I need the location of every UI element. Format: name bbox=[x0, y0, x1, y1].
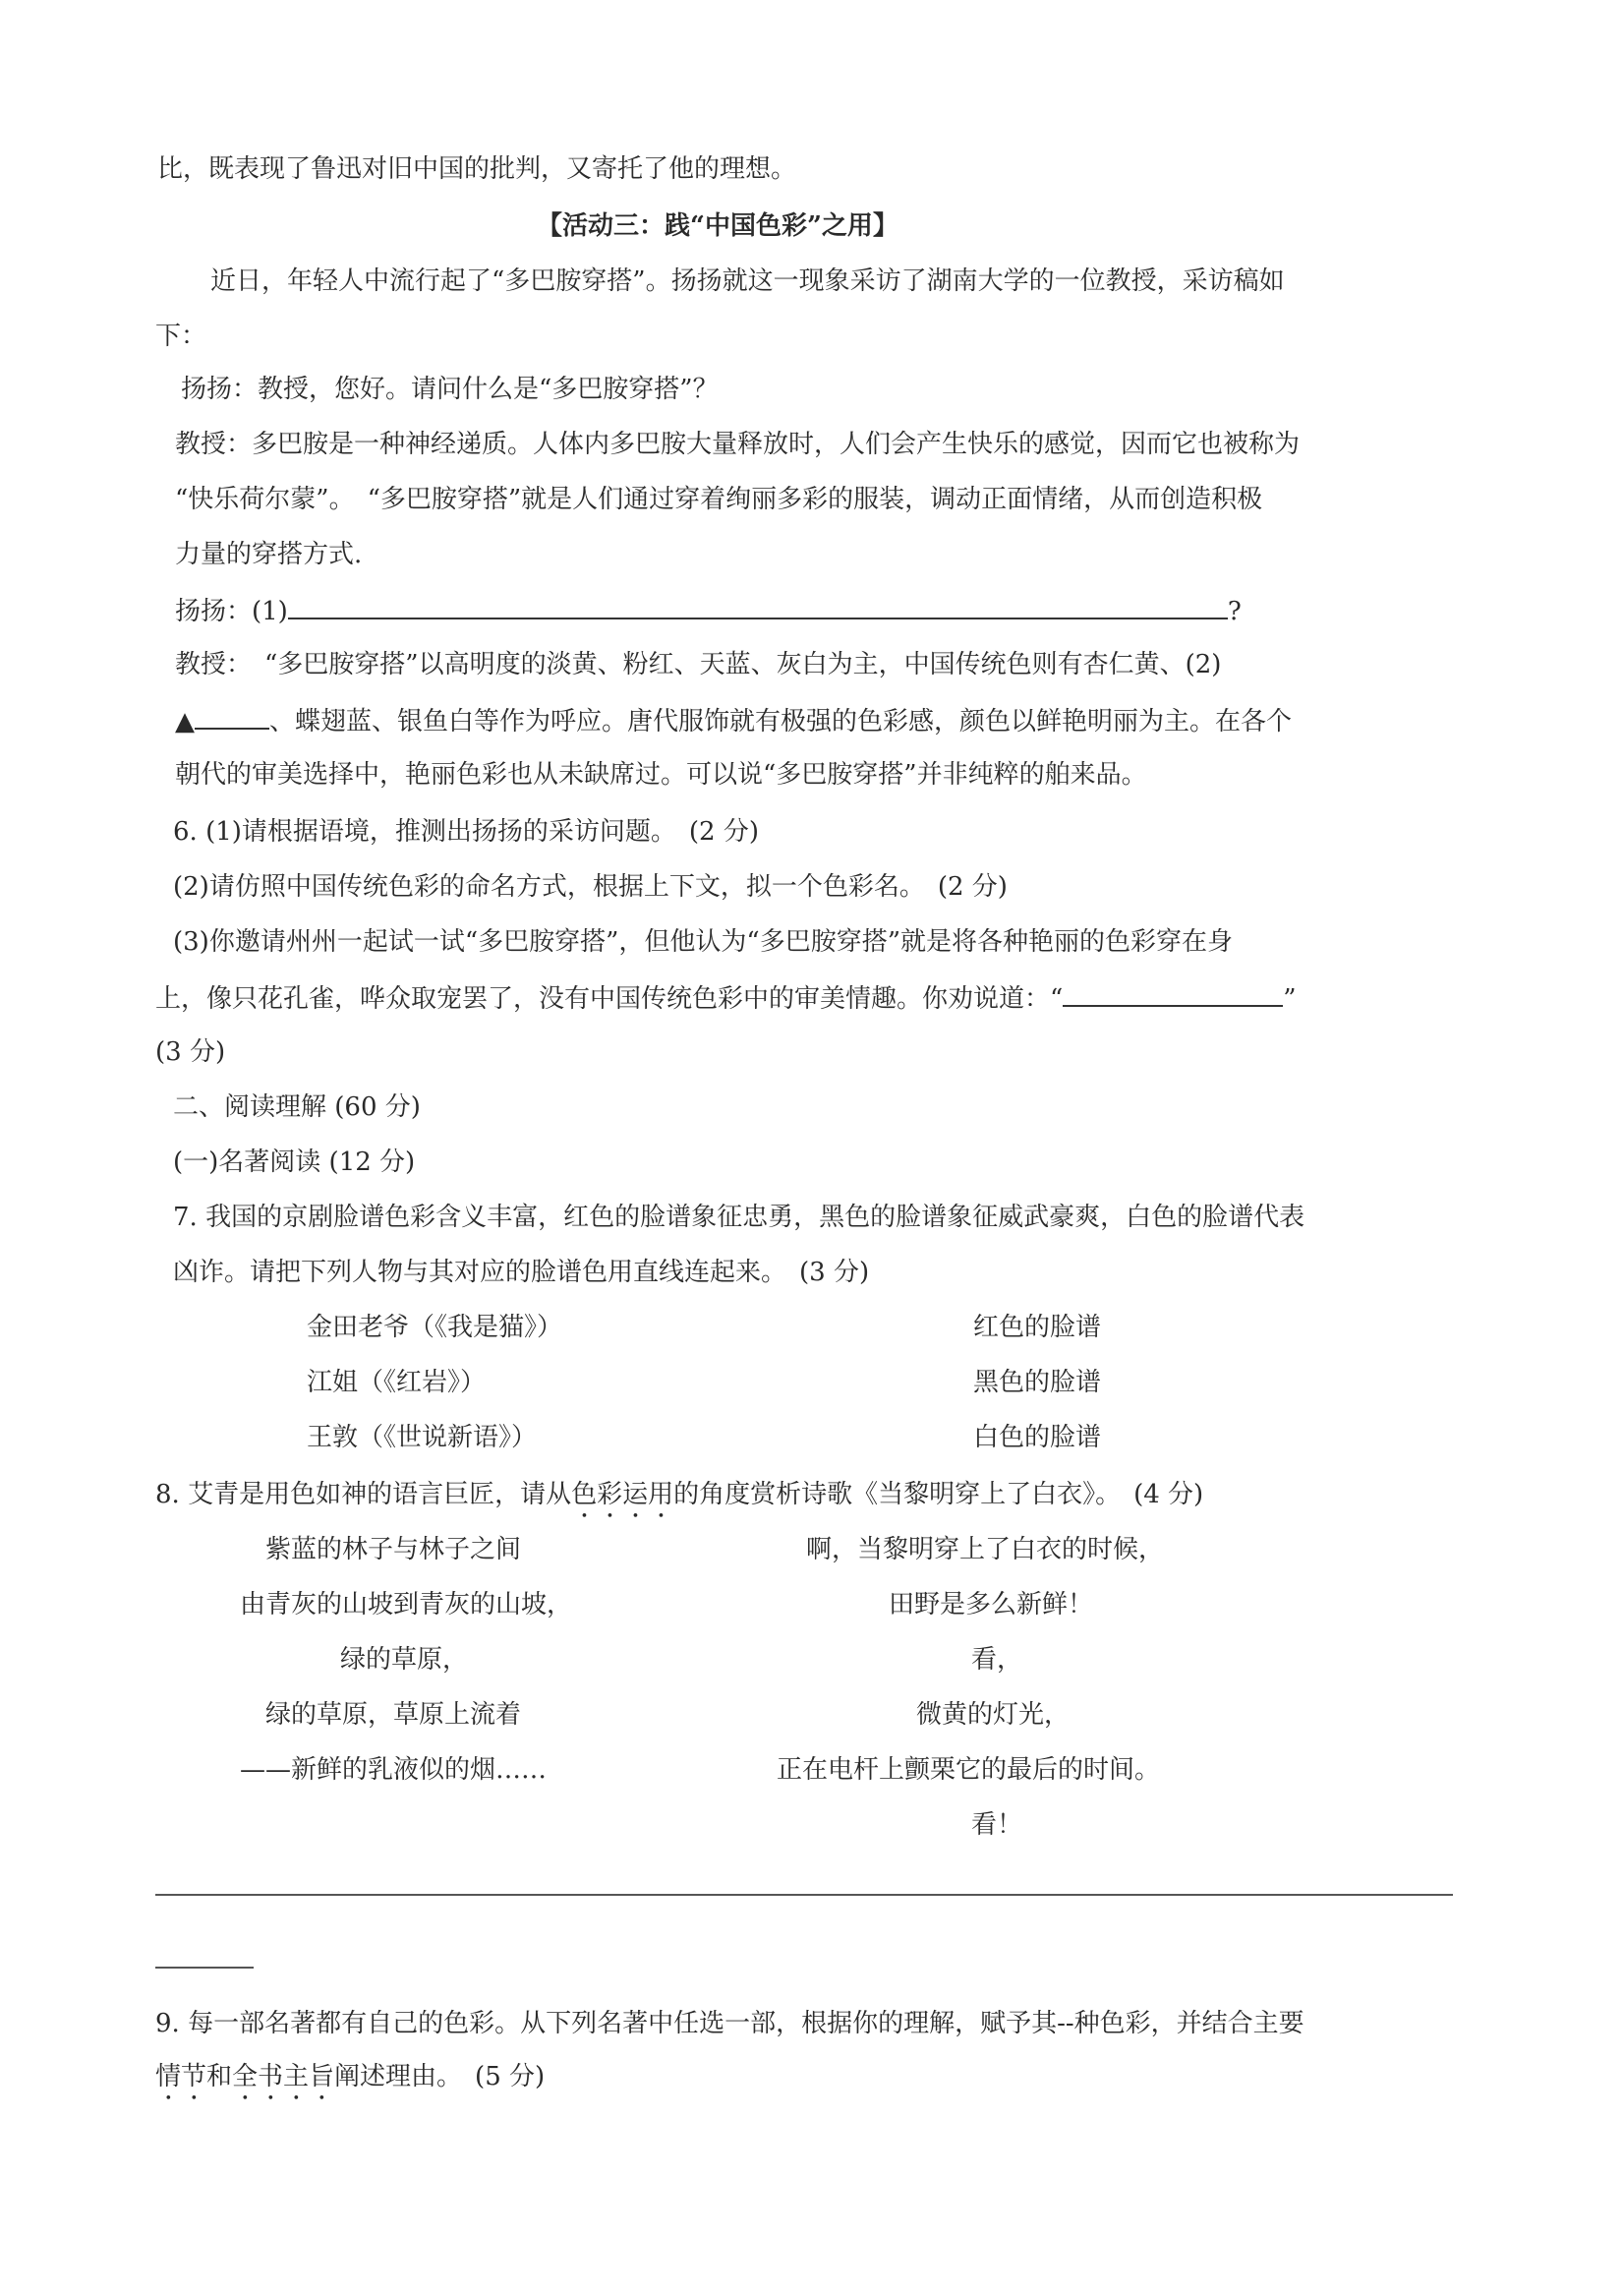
q7-character-2[interactable]: 江姐（《红岩》） bbox=[307, 1368, 487, 1397]
q7-mask-3[interactable]: 白色的脸谱 bbox=[973, 1423, 1102, 1452]
q6-part-2: (2)请仿照中国传统色彩的命名方式，根据上下文，拟一个色彩名。 (2 分) bbox=[173, 872, 1008, 902]
q7-character-3[interactable]: 王敦（《世说新语》） bbox=[307, 1423, 538, 1452]
intro-line: 比，既表现了鲁迅对旧中国的批判，又寄托了他的理想。 bbox=[157, 154, 797, 184]
question-2-suffix: ? bbox=[1227, 597, 1242, 626]
question-2-prefix: 扬扬：(1) bbox=[175, 597, 288, 626]
q9-emphasis-theme: 全书主旨 bbox=[232, 2062, 335, 2091]
q7-line-1: 7. 我国的京剧脸谱色彩含义丰富，红色的脸谱象征忠勇，黑色的脸谱象征威武豪爽，白色的脸谱代表 bbox=[173, 1203, 1305, 1232]
q6-part-3-line-2 bbox=[155, 979, 1297, 1017]
q7-character-1[interactable]: 金田老爷（《我是猫》） bbox=[307, 1313, 563, 1342]
q8-suffix: 的角度赏析诗歌《当黎明穿上了白衣》。 (4 分) bbox=[673, 1480, 1204, 1509]
poem-right-line-6: 看！ bbox=[971, 1810, 1023, 1840]
answer-2-line-2-text: 、蝶翅蓝、银鱼白等作为呼应。唐代服饰就有极强的色彩感，颜色以鲜艳明丽为主。在各个 bbox=[269, 707, 1293, 736]
footnote-divider bbox=[155, 1967, 254, 1969]
poem-right-line-3: 看， bbox=[971, 1645, 1023, 1675]
answer-line[interactable] bbox=[155, 1894, 1453, 1896]
section-2-heading: 二、阅读理解 (60 分) bbox=[173, 1092, 421, 1122]
q9-line-2 bbox=[155, 2059, 545, 2106]
activity3-para-1: 近日，年轻人中流行起了“多巴胺穿搭”。扬扬就这一现象采访了湖南大学的一位教授，采访稿如 bbox=[210, 266, 1285, 296]
q6-part-1: 6. (1)请根据语境，推测出扬扬的采访问题。 (2 分) bbox=[173, 817, 759, 847]
q6-part-3-text: 上，像只花孔雀，哗众取宠罢了，没有中国传统色彩中的审美情趣。你劝说道：“ bbox=[155, 984, 1064, 1014]
persuasion-blank[interactable] bbox=[1063, 979, 1283, 1007]
poem-left-line-4: 绿的草原，草原上流着 bbox=[265, 1700, 522, 1730]
q9-emphasis-plot: 情节 bbox=[155, 2062, 207, 2091]
interview-question-1: 扬扬：教授，您好。请问什么是“多巴胺穿搭”？ bbox=[181, 375, 719, 404]
poem-left-line-1: 紫蓝的林子与林子之间 bbox=[265, 1535, 522, 1564]
poem-left-line-3: 绿的草原， bbox=[340, 1645, 469, 1675]
activity3-title: 【活动三：践“中国色彩”之用】 bbox=[537, 211, 898, 241]
interview-answer-2-line-3: 朝代的审美选择中，艳丽色彩也从未缺席过。可以说“多巴胺穿搭”并非纯粹的舶来品。 bbox=[175, 760, 1147, 790]
q7-mask-1[interactable]: 红色的脸谱 bbox=[973, 1313, 1102, 1342]
q7-line-2: 凶诈。请把下列人物与其对应的脸谱色用直线连起来。 (3 分) bbox=[173, 1258, 870, 1287]
section-2-sub-heading: (一)名著阅读 (12 分) bbox=[173, 1148, 416, 1177]
q8-prefix: 8. 艾青是用色如神的语言巨匠，请从 bbox=[155, 1480, 572, 1509]
poem-right-line-2: 田野是多么新鲜！ bbox=[889, 1590, 1094, 1619]
interview-answer-1-line-2: “快乐荷尔蒙”。 “多巴胺穿搭”就是人们通过穿着绚丽多彩的服装，调动正面情绪，从而创造积极 bbox=[175, 485, 1263, 514]
poem-left-line-5: ——新鲜的乳液似的烟…… bbox=[240, 1755, 548, 1785]
q7-mask-2[interactable]: 黑色的脸谱 bbox=[973, 1368, 1102, 1397]
q9-suffix: 阐述理由。 (5 分) bbox=[334, 2062, 546, 2091]
q9-and: 和 bbox=[206, 2062, 233, 2091]
q8-emphasis: 色彩运用 bbox=[571, 1480, 674, 1509]
q6-part-3-score: (3 分) bbox=[155, 1037, 226, 1067]
q6-part-3-line-1: (3)你邀请州州一起试一试“多巴胺穿搭”，但他认为“多巴胺穿搭”就是将各种艳丽的色彩穿在身 bbox=[173, 927, 1233, 957]
poem-right-line-4: 微黄的灯光， bbox=[916, 1700, 1071, 1730]
interview-answer-1-line-1: 教授：多巴胺是一种神经递质。人体内多巴胺大量释放时，人们会产生快乐的感觉，因而它也被称为 bbox=[175, 430, 1301, 459]
poem-left-line-2: 由青灰的山坡到青灰的山坡， bbox=[240, 1590, 573, 1619]
q9-line-1: 9. 每一部名著都有自己的色彩。从下列名著中任选一部，根据你的理解，赋予其--种色彩，并结合主要 bbox=[155, 2009, 1304, 2038]
q6-close-quote: ” bbox=[1283, 984, 1297, 1014]
q8-prompt bbox=[155, 1477, 1203, 1524]
poem-right-line-1: 啊，当黎明穿上了白衣的时候， bbox=[806, 1535, 1165, 1564]
question-2-blank[interactable] bbox=[288, 592, 1228, 619]
interview-question-2 bbox=[175, 592, 1242, 629]
interview-answer-1-line-3: 力量的穿搭方式. bbox=[175, 540, 363, 569]
triangle-marker-icon: ▲ bbox=[175, 707, 195, 736]
color-name-blank[interactable] bbox=[195, 702, 269, 730]
interview-answer-2-line-2 bbox=[175, 702, 1292, 739]
interview-answer-2-line-1: 教授： “多巴胺穿搭”以高明度的淡黄、粉红、天蓝、灰白为主，中国传统色则有杏仁黄、(2) bbox=[175, 650, 1222, 679]
poem-right-line-5: 正在电杆上颤栗它的最后的时间。 bbox=[777, 1755, 1161, 1785]
activity3-para-2: 下： bbox=[155, 322, 207, 351]
